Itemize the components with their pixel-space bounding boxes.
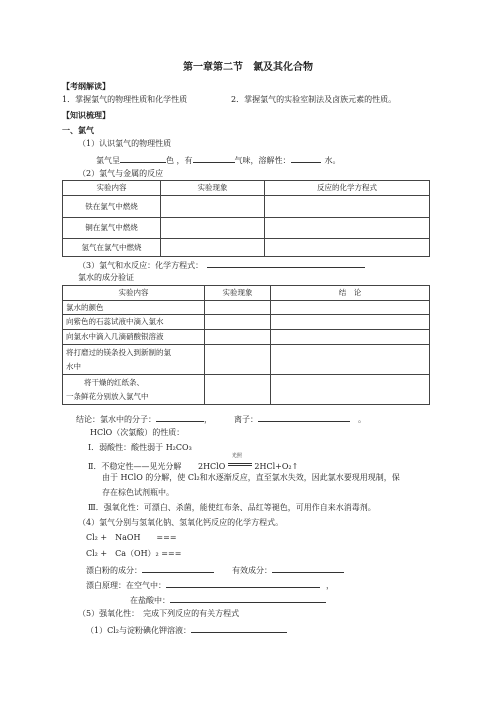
bleach-principle-end: ，: [326, 581, 334, 590]
metal-heading: （2）氯气与金属的反应: [78, 169, 164, 178]
t2-row-paper-line1: 将干燥的红纸条、: [84, 377, 144, 387]
t1-row-iron: 铁在氯气中燃烧: [63, 196, 161, 218]
hclo-eq-left: 2HClO: [197, 462, 226, 471]
t2-row-magnesium: [63, 345, 205, 375]
part-1-heading: 一、氯气: [62, 125, 94, 135]
t2-cell-answer[interactable]: [271, 301, 430, 315]
bleach-comp-blank[interactable]: [142, 564, 214, 573]
kaogang-item-2: 2．掌握氯气的实验室制法及卤族元素的性质。: [231, 95, 397, 104]
t2-cell-answer[interactable]: [271, 330, 430, 345]
hclo-eq-bar: [228, 465, 252, 466]
t2-cell-answer[interactable]: [205, 301, 271, 315]
water-heading-text: （3）氯气和水反应：化学方程式：: [78, 261, 204, 270]
ions-blank[interactable]: [258, 413, 350, 422]
t1-header-content: 实验内容: [63, 181, 161, 196]
t1-row-copper: 铜在氯气中燃烧: [63, 218, 161, 239]
conclusion-ions-label: 离子：: [234, 415, 258, 424]
phys-text-c: 气味，溶解性：: [234, 156, 291, 165]
phys-fill-line: [96, 154, 341, 166]
t2-header-content: 实验内容: [63, 286, 205, 301]
bleach-acid-label: 在盐酸中：: [130, 596, 170, 605]
bleach-acid-line: [130, 594, 326, 606]
section-kaogang: 【考纲解读】: [62, 81, 110, 91]
water-composition-heading: 氯水的成分验证: [78, 273, 134, 282]
t1-cell-answer[interactable]: [161, 196, 265, 218]
t2-header-phenomenon: 实验现象: [205, 286, 271, 301]
alkali-heading: （4）氯气分别与氢氧化钠、氢氧化钙反应的化学方程式。: [78, 518, 284, 527]
t2-cell-answer[interactable]: [205, 345, 271, 375]
alkali-eq-naoh: Cl₂ + NaOH ===: [86, 533, 177, 542]
t2-cell-answer[interactable]: [205, 375, 271, 405]
bleach-composition-line: [86, 564, 344, 576]
t1-cell-answer[interactable]: [265, 218, 430, 239]
hclo-weak-acid: Ⅰ．弱酸性：酸性弱于 H₂CO₃: [88, 443, 192, 452]
bleach-acid-blank[interactable]: [170, 594, 326, 603]
hclo-eq-condition: 光照: [231, 453, 242, 459]
t1-cell-answer[interactable]: [161, 218, 265, 239]
t2-row-magnesium-line2: 水中: [66, 361, 81, 371]
metal-reaction-table: [62, 180, 430, 257]
t1-cell-answer[interactable]: [265, 239, 430, 257]
hclo-eq-right: 2HCl+O₂↑: [254, 462, 299, 471]
bleach-eff-label: 有效成分：: [232, 566, 272, 575]
t2-row-color: 氯水的颜色: [63, 301, 205, 315]
section-zhishi: 【知识梳理】: [62, 110, 110, 120]
solubility-blank[interactable]: [291, 154, 321, 163]
oxidizing-item-1-blank[interactable]: [191, 624, 287, 633]
t2-row-magnesium-line1: 将打磨过的镁条投入到新制的氯: [66, 347, 171, 357]
t2-cell-answer[interactable]: [271, 375, 430, 405]
bleach-air-blank[interactable]: [166, 579, 320, 588]
t1-header-equation: 反应的化学方程式: [265, 181, 430, 196]
oxidizing-item-1: [86, 624, 287, 636]
t2-cell-answer[interactable]: [205, 315, 271, 330]
alkali-eq-caoh2: Cl₂ + Ca（OH）₂ ===: [86, 549, 182, 558]
oxidizing-heading: （5）强氧化性： 完成下列反应的有关方程式: [78, 609, 240, 618]
phys-heading: （1）认识氯气的物理性质: [78, 139, 172, 148]
hclo-note-1: 由于 HClO 的分解，使 Cl₂和水逐渐反应，直至氯水失效，因此氯水要现用现制，保: [102, 473, 400, 482]
t2-cell-answer[interactable]: [271, 315, 430, 330]
t2-row-litmus: 向紫色的石蕊试液中滴入氯水: [63, 315, 205, 330]
bleach-principle-label: 漂白原理：在空气中：: [86, 581, 166, 590]
conclusion-line: [76, 413, 366, 425]
t2-row-silver-nitrate: 向氯水中滴入几滴硝酸银溶液: [63, 330, 205, 345]
t1-cell-answer[interactable]: [265, 196, 430, 218]
phys-text-a: 氯气呈: [96, 156, 120, 165]
t2-row-paper: [63, 375, 205, 405]
t2-cell-answer[interactable]: [271, 345, 430, 375]
color-blank[interactable]: [120, 154, 166, 163]
t2-cell-answer[interactable]: [205, 330, 271, 345]
kaogang-item-1: 1．掌握氯气的物理性质和化学性质: [62, 95, 188, 104]
hclo-eq-arrow: [228, 453, 252, 469]
hclo-note-2: 存在棕色试剂瓶中。: [102, 488, 174, 497]
t1-cell-answer[interactable]: [161, 239, 265, 257]
hclo-unstable-text: Ⅱ．不稳定性——见光分解: [88, 462, 182, 471]
conclusion-end: 。: [358, 415, 366, 424]
hclo-eq-bar: [228, 463, 252, 464]
chlorine-water-table: [62, 285, 430, 405]
water-heading: [78, 259, 365, 271]
t1-header-phenomenon: 实验现象: [161, 181, 265, 196]
molecules-blank[interactable]: [156, 413, 204, 422]
bleach-principle-line: [86, 579, 334, 591]
t2-header-conclusion: 结 论: [271, 286, 430, 301]
t1-row-hydrogen: 氢气在氯气中燃烧: [63, 239, 161, 257]
hclo-oxidizing: Ⅲ．强氧化性：可漂白、杀菌，能使红布条、品红等褪色，可用作自来水消毒剂。: [88, 503, 376, 512]
odor-blank[interactable]: [193, 154, 235, 163]
conclusion-molecules-label: 结论：氯水中的分子：: [76, 415, 156, 424]
water-equation-blank[interactable]: [207, 259, 365, 268]
hclo-heading: HClO（次氯酸）的性质：: [90, 428, 185, 437]
oxidizing-item-1-label: （1）Cl₂与淀粉碘化钾溶液：: [86, 626, 191, 635]
page-title: 第一章第二节 氯及其化合物: [183, 62, 313, 73]
bleach-comp-label: 漂白粉的成分：: [86, 566, 142, 575]
t2-row-paper-line2: 一条鲜花分别放入氯气中: [66, 391, 149, 401]
bleach-eff-blank[interactable]: [272, 564, 344, 573]
phys-text-b: 色 ，有: [166, 156, 193, 165]
conclusion-sep: ，: [204, 415, 212, 424]
phys-text-d: 水。: [324, 156, 341, 165]
hclo-unstable: [88, 453, 299, 472]
